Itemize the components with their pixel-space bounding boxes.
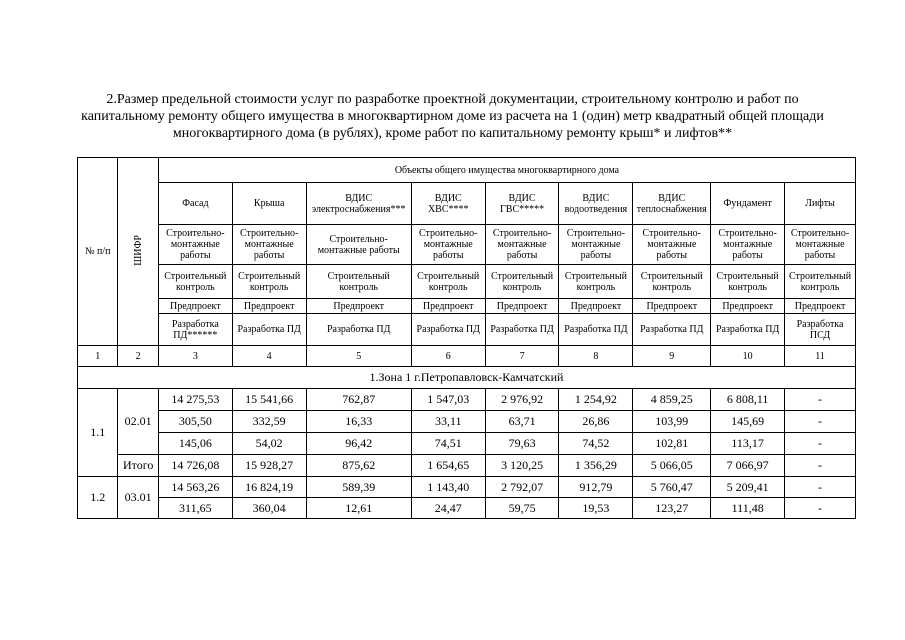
total-cell: 15 928,27 [232,455,306,477]
value-cell: 59,75 [485,498,559,519]
preproject-cell: Предпроект [485,299,559,314]
column-number: 6 [411,346,485,367]
control-cell: Строительный контроль [306,265,411,299]
col-cold-water: ВДИС ХВС**** [411,183,485,225]
column-number: 1 [78,346,118,367]
preproject-cell: Предпроект [158,299,232,314]
value-cell: 74,52 [559,433,633,455]
value-cell: 15 541,66 [232,389,306,411]
development-cell: Разработка ПД [485,314,559,346]
value-cell: 2 976,92 [485,389,559,411]
value-cell: 19,53 [559,498,633,519]
total-cell: 3 120,25 [485,455,559,477]
control-cell: Строительный контроль [485,265,559,299]
works-cell: Строительно-монтажные работы [306,225,411,265]
item-number: 1.1 [78,389,118,477]
works-cell: Строительно-монтажные работы [711,225,785,265]
development-cell: Разработка ПД [306,314,411,346]
control-cell: Строительный контроль [633,265,711,299]
control-row [78,265,856,299]
item-code: 02.01 [118,389,158,455]
development-cell: Разработка ПД [232,314,306,346]
value-cell: 5 760,47 [633,477,711,498]
total-cell: - [785,455,856,477]
value-cell: 113,17 [711,433,785,455]
col-foundation: Фундамент [711,183,785,225]
control-cell: Строительный контроль [559,265,633,299]
value-cell: 123,27 [633,498,711,519]
total-cell: 14 726,08 [158,455,232,477]
col-heating: ВДИС теплоснабжения [633,183,711,225]
value-cell: 96,42 [306,433,411,455]
column-number: 11 [785,346,856,367]
col-facade: Фасад [158,183,232,225]
column-number: 8 [559,346,633,367]
zone-row [78,367,856,389]
works-cell: Строительно-монтажные работы [785,225,856,265]
cipher-header [118,158,158,346]
value-cell: 74,51 [411,433,485,455]
value-cell: - [785,411,856,433]
control-cell: Строительный контроль [411,265,485,299]
total-cell: 5 066,05 [633,455,711,477]
value-cell: 311,65 [158,498,232,519]
objects-header: Объекты общего имущества многоквартирного дома [158,158,855,183]
value-cell: - [785,433,856,455]
table-row [78,433,856,455]
column-numbers-row [78,346,856,367]
value-cell: 589,39 [306,477,411,498]
value-cell: 912,79 [559,477,633,498]
development-cell: Разработка ПД [711,314,785,346]
works-cell: Строительно-монтажные работы [158,225,232,265]
preproject-cell: Предпроект [633,299,711,314]
column-number: 9 [633,346,711,367]
development-cell: Разработка ПД [411,314,485,346]
value-cell: 12,61 [306,498,411,519]
preproject-cell: Предпроект [559,299,633,314]
value-cell: 762,87 [306,389,411,411]
total-cell: 1 654,65 [411,455,485,477]
value-cell: 111,48 [711,498,785,519]
value-cell: 6 808,11 [711,389,785,411]
value-cell: 1 547,03 [411,389,485,411]
value-cell: 79,63 [485,433,559,455]
development-row [78,314,856,346]
col-hot-water: ВДИС ГВС***** [485,183,559,225]
value-cell: 5 209,41 [711,477,785,498]
total-row [78,455,856,477]
value-cell: 4 859,25 [633,389,711,411]
col-drainage: ВДИС водоотведения [559,183,633,225]
table-row [78,477,856,498]
column-number: 2 [118,346,158,367]
control-cell: Строительный контроль [232,265,306,299]
value-cell: 332,59 [232,411,306,433]
item-number: 1.2 [78,477,118,519]
column-number: 4 [232,346,306,367]
value-cell: 24,47 [411,498,485,519]
works-cell: Строительно-монтажные работы [633,225,711,265]
column-names-row [78,183,856,225]
development-cell: Разработка ПД [559,314,633,346]
control-cell: Строительный контроль [785,265,856,299]
preproject-row [78,299,856,314]
works-cell: Строительно-монтажные работы [232,225,306,265]
cost-table [77,157,856,519]
preproject-cell: Предпроект [411,299,485,314]
value-cell: - [785,477,856,498]
value-cell: 360,04 [232,498,306,519]
value-cell: 14 563,26 [158,477,232,498]
value-cell: 145,06 [158,433,232,455]
value-cell: 103,99 [633,411,711,433]
table-row [78,411,856,433]
preproject-cell: Предпроект [785,299,856,314]
column-number: 5 [306,346,411,367]
column-number: 3 [158,346,232,367]
value-cell: 54,02 [232,433,306,455]
development-cell: Разработка ПД****** [158,314,232,346]
cipher-header-label: ШИФР [132,234,144,266]
value-cell: 1 254,92 [559,389,633,411]
total-cell: 7 066,97 [711,455,785,477]
value-cell: 26,86 [559,411,633,433]
control-cell: Строительный контроль [711,265,785,299]
works-cell: Строительно-монтажные работы [485,225,559,265]
total-cell: 1 356,29 [559,455,633,477]
control-cell: Строительный контроль [158,265,232,299]
works-cell: Строительно-монтажные работы [559,225,633,265]
col-electric: ВДИС электроснабжения*** [306,183,411,225]
table-row [78,389,856,411]
development-cell: Разработка ПД [633,314,711,346]
development-cell: Разработка ПСД [785,314,856,346]
works-row [78,225,856,265]
col-roof: Крыша [232,183,306,225]
preproject-cell: Предпроект [232,299,306,314]
value-cell: 16,33 [306,411,411,433]
value-cell: 63,71 [485,411,559,433]
np-header: № п/п [78,158,118,346]
value-cell: - [785,498,856,519]
document-title: 2.Размер предельной стоимости услуг по разработке проектной документации, строительному контролю и работ по капитальному ремонту общего имущества в многоквартирном доме из расчета на 1 (один) метр квадратный общей площади многоквартирного дома (в рублях), кроме работ по капитальному ремонту крыш* и лифтов** [81,92,824,141]
total-label: Итого [118,455,158,477]
column-number: 7 [485,346,559,367]
zone-title: 1.Зона 1 г.Петропавловск-Камчатский [78,367,856,389]
value-cell: 14 275,53 [158,389,232,411]
value-cell: 2 792,07 [485,477,559,498]
item-code: 03.01 [118,477,158,519]
preproject-cell: Предпроект [711,299,785,314]
value-cell: 102,81 [633,433,711,455]
total-cell: 875,62 [306,455,411,477]
value-cell: 1 143,40 [411,477,485,498]
works-cell: Строительно-монтажные работы [411,225,485,265]
value-cell: - [785,389,856,411]
value-cell: 33,11 [411,411,485,433]
value-cell: 145,69 [711,411,785,433]
preproject-cell: Предпроект [306,299,411,314]
value-cell: 16 824,19 [232,477,306,498]
col-elevators: Лифты [785,183,856,225]
column-number: 10 [711,346,785,367]
table-row [78,498,856,519]
value-cell: 305,50 [158,411,232,433]
